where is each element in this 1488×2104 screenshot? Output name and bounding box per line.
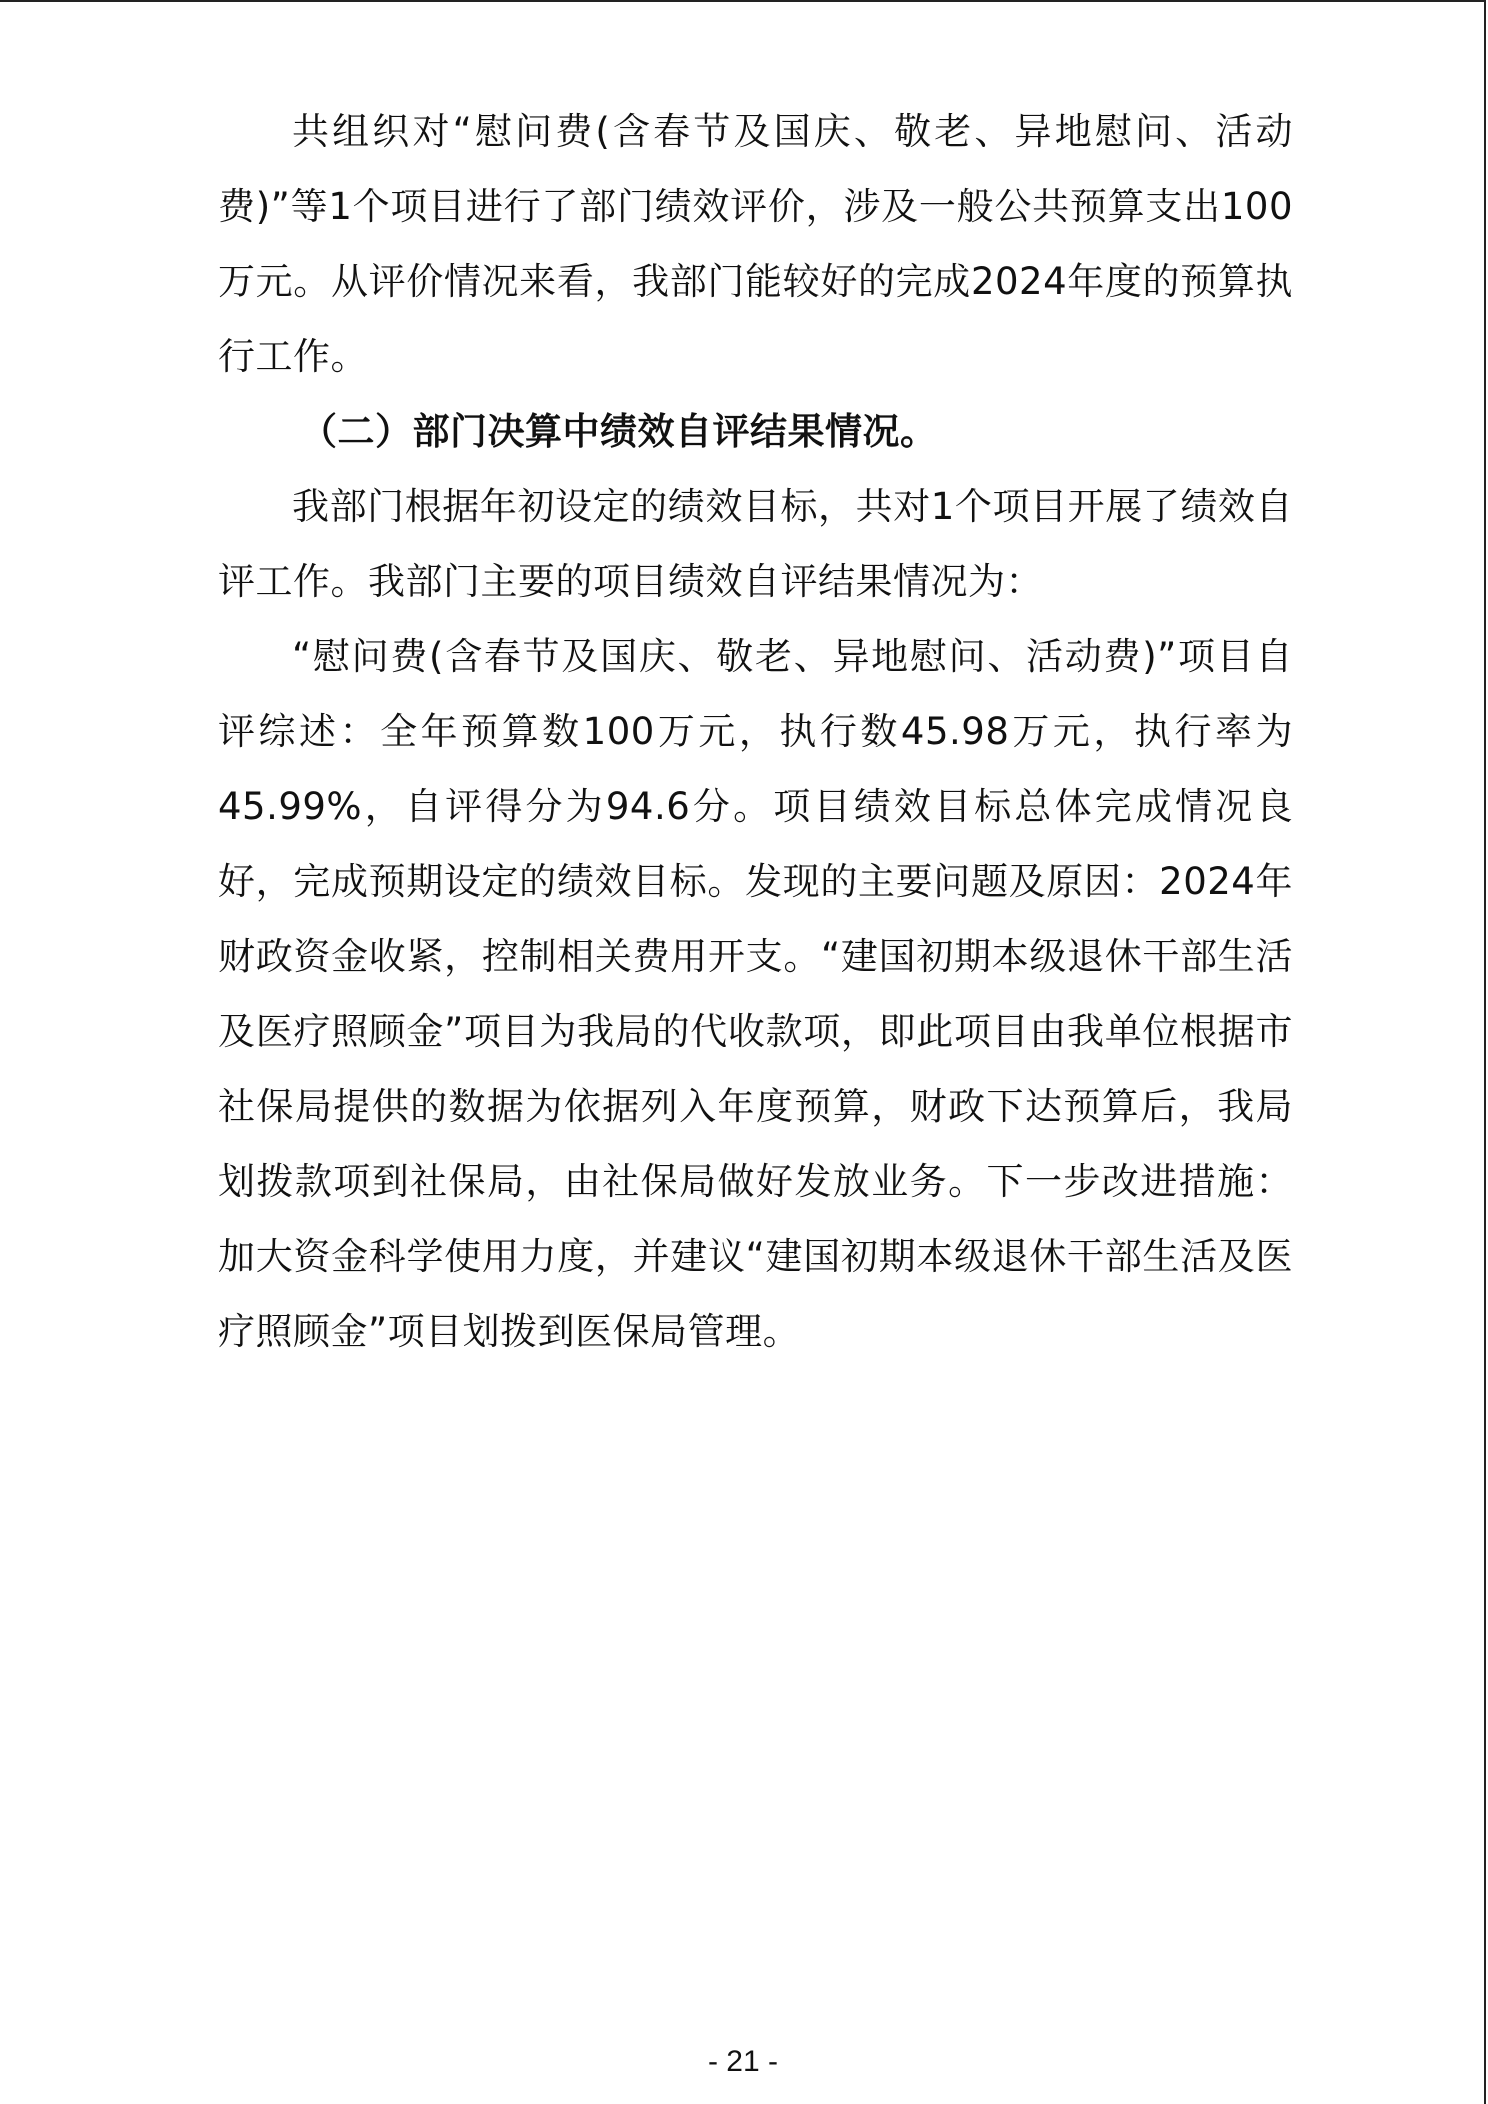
- page-number: - 21 -: [707, 2045, 779, 2078]
- paragraph-evaluation-summary: 共组织对“慰问费(含春节及国庆、敬老、异地慰问、活动费)”等1个项目进行了部门绩效评价，涉及一般公共预算支出100万元。从评价情况来看，我部门能较好的完成2024年度的预算执行工作。: [218, 110, 1293, 378]
- document-body: [218, 94, 1293, 1369]
- paragraph-self-evaluation-intro: 我部门根据年初设定的绩效目标，共对1个项目开展了绩效自评工作。我部门主要的项目绩效自评结果情况为：: [218, 485, 1293, 603]
- section-heading-self-evaluation: （二）部门决算中绩效自评结果情况。: [300, 410, 938, 453]
- paragraph-project-review: “慰问费(含春节及国庆、敬老、异地慰问、活动费)”项目自评综述：全年预算数100万元，执行数45.98万元，执行率为45.99%，自评得分为94.6分。项目绩效目标总体完成情况良好，完成预期设定的绩效目标。发现的主要问题及原因：2024年财政资金收紧，控制相关费用开支。“建国初期本级退休干部生活及医疗照顾金”项目为我局的代收款项，即此项目由我单位根据市社保局提供的数据为依据列入年度预算，财政下达预算后，我局划拨款项到社保局，由社保局做好发放业务。下一步改进措施：加大资金科学使用力度，并建议“建国初期本级退休干部生活及医疗照顾金”项目划拨到医保局管理。: [218, 635, 1293, 1353]
